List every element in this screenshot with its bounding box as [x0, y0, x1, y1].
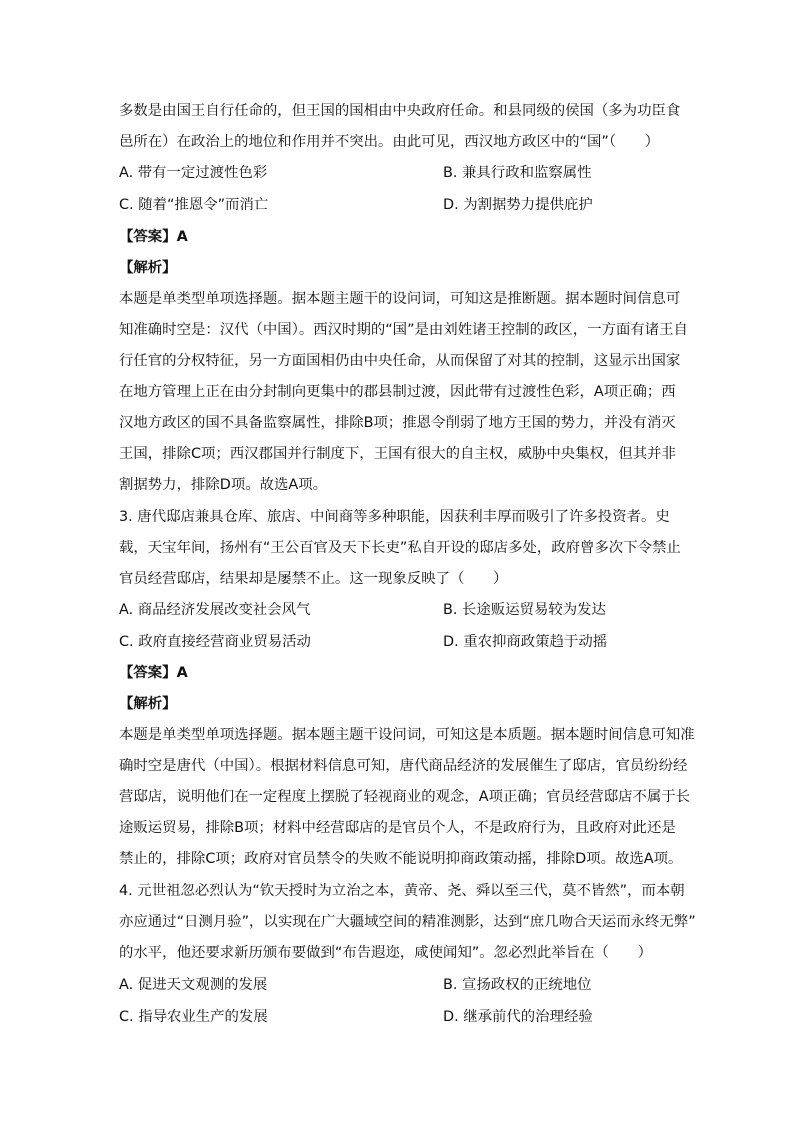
- question2-text-line-1: 多数是由国王自行任命的，但王国的国相由中央政府任命。和县同级的侯国（多为功臣食: [119, 103, 681, 119]
- question3-option-c: C. 政府直接经营商业贸易活动: [119, 634, 311, 650]
- question4-option-c: C. 指导农业生产的发展: [119, 1009, 268, 1025]
- question4-text-line-2: 亦应通过“日测月验”，以实现在广大疆域空间的精准测影，达到“庶几吻合天运而永终无弊”: [119, 914, 696, 930]
- question2-analysis-line-3: 行任官的分权特征，另一方面国相仍由中央任命，从而保留了对其的控制，这显示出国家: [119, 353, 681, 369]
- question2-analysis-line-5: 汉地方政区的国不具备监察属性，排除B项；推恩令削弱了地方王国的势力，并没有消灭: [119, 415, 676, 431]
- question4-text-line-1: 4. 元世祖忽必烈认为“钦天授时为立治之本，黄帝、尧、舜以至三代，莫不皆然”，而本朝: [119, 883, 685, 899]
- question2-analysis-label: 【解析】: [119, 260, 177, 276]
- question3-analysis-line-1: 本题是单类型单项选择题。据本题主题干设问词，可知这是本质题。据本题时间信息可知准: [119, 727, 695, 743]
- question3-analysis-line-3: 营邸店，说明他们在一定程度上摆脱了轻视商业的观念，A项正确；官员经营邸店不属于长: [119, 789, 691, 805]
- question4-option-b: B. 宣扬政权的正统地位: [443, 977, 592, 993]
- question2-answer: 【答案】A: [119, 229, 188, 245]
- question4-option-a: A. 促进天文观测的发展: [119, 977, 268, 993]
- question3-option-a: A. 商品经济发展改变社会风气: [119, 602, 311, 618]
- question3-analysis-line-2: 确时空是唐代（中国）。根据材料信息可知，唐代商品经济的发展催生了邸店，官员纷纷经: [119, 758, 688, 774]
- question2-option-a: A. 带有一定过渡性色彩: [119, 165, 268, 181]
- question3-text-line-1: 3. 唐代邸店兼具仓库、旅店、中间商等多种职能，因获利丰厚而吸引了许多投资者。史: [119, 509, 670, 525]
- question3-analysis-line-4: 途贩运贸易，排除B项；材料中经营邸店的是官员个人，不是政府行为，且政府对此还是: [119, 820, 676, 836]
- question3-option-d: D. 重农抑商政策趋于动摇: [443, 634, 608, 650]
- question2-option-b: B. 兼具行政和监察属性: [443, 165, 592, 181]
- question3-analysis-line-5: 禁止的，排除C项；政府对官员禁令的失败不能说明抑商政策动摇，排除D项。故选A项。: [119, 851, 683, 867]
- question2-text-line-2: 邑所在）在政治上的地位和作用并不突出。由此可见，西汉地方政区中的“国”（ ）: [119, 134, 660, 150]
- question2-option-d: D. 为割据势力提供庇护: [443, 197, 593, 213]
- question3-answer: 【答案】A: [119, 665, 188, 681]
- question2-analysis-line-6: 王国，排除C项；西汉郡国并行制度下，王国有很大的自主权，威胁中央集权，但其并非: [119, 446, 676, 462]
- question4-option-d: D. 继承前代的治理经验: [443, 1009, 593, 1025]
- question3-text-line-3: 官员经营邸店，结果却是屡禁不止。这一现象反映了（ ）: [119, 571, 508, 587]
- question2-analysis-line-2: 知准确时空是：汉代（中国）。西汉时期的“国”是由刘姓诸王控制的政区，一方面有诸王自: [119, 322, 688, 338]
- question2-analysis-line-7: 割据势力，排除D项。故选A项。: [119, 477, 328, 493]
- question3-option-b: B. 长途贩运贸易较为发达: [443, 602, 606, 618]
- question2-analysis-line-1: 本题是单类型单项选择题。据本题主题干的设问词，可知这是推断题。据本题时间信息可: [119, 291, 681, 307]
- question3-text-line-2: 载，天宝年间，扬州有“王公百官及天下长吏”私自开设的邸店多处，政府曾多次下令禁止: [119, 540, 681, 556]
- question2-analysis-line-4: 在地方管理上正在由分封制向更集中的郡县制过渡，因此带有过渡性色彩，A项正确；西: [119, 384, 676, 400]
- question3-analysis-label: 【解析】: [119, 696, 177, 712]
- question4-text-line-3: 的水平，他还要求新历颁布要做到“布告遐迩，咸使闻知”。忽必烈此举旨在（ ）: [119, 945, 652, 961]
- question2-option-c: C. 随着“推恩令”而消亡: [119, 197, 269, 213]
